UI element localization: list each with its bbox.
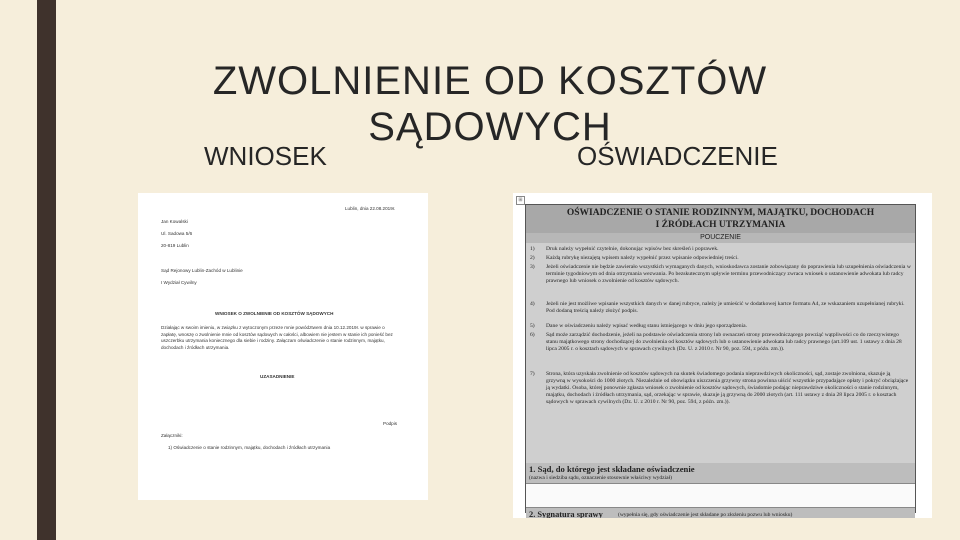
rule-text: Strona, która uzyskała zwolnienie od kosztów sądowych na skutek świadomego podania nieprawdziwych okoliczności, sąd, zostaje zwolniona, skazuje ją grzywną w wysokości do 1000 złotych. Niezależnie od obowiązku uiszczenia grzywny strona powinna uiścić wszystkie przypadające opłaty i pokryć obciążające ją wydatki. Osoba, której ponownie zgłasza wniosek o zwolnienie od kosztów sądowych, świadomie podając nieprawdziwe okoliczności o stanie rodzinnym, majątku, dochodach i źródłach utrzymania, sąd, orzekając w sprawie, skazuje ją grzywną do 2000 złotych (art. 111 ustawy z dnia 28 lipca 2005 r. o kosztach sądowych w sprawach cywilnych (Dz. U. z 2010 r. Nr 90, poz. 594, z późn. zm.)).: [546, 371, 909, 406]
left-accent-bar: [37, 0, 56, 540]
uzasadnienie-heading: UZASADNIENIE: [260, 374, 295, 379]
court-division: I Wydział Cywilny: [161, 280, 197, 285]
form-header-line2: I ŹRÓDŁACH UTRZYMANIA: [655, 220, 786, 230]
rule-text: Jeżeli oświadczenie nie będzie zawierało wszystkich wymaganych danych, wnioskodawca zostanie zobowiązany do poprawienia lub uzupełnienia oświadczenia w terminie tygodniowym od dnia otrzymania wezwania. Po bezskutecznym upływie terminu przewodniczący zwraca wniosek o ustanowienie adwokata lub radcy prawnego lub wniosek o zwolnienie od kosztów sądowych.: [546, 264, 911, 285]
label-oswiadczenie: OŚWIADCZENIE: [577, 141, 778, 171]
pouczenie-heading: POUCZENIE: [526, 233, 915, 243]
rule-text: Każdą rubrykę niezajętą wpisem należy wypełnić przez wpisanie odpowiedniej treści.: [546, 255, 739, 261]
section-court-title: 1. Sąd, do którego jest składane oświadczenie: [529, 464, 695, 474]
oswiadczenie-form: [525, 204, 916, 518]
wniosek-heading: WNIOSEK O ZWOLNIENIE OD KOSZTÓW SĄDOWYCH: [215, 311, 334, 316]
wniosek-document: [138, 193, 428, 500]
rule-number: 2): [530, 255, 535, 261]
rule-number: 3): [530, 264, 535, 270]
doc-date: Lublin, dnia 22.08.2019r.: [345, 206, 396, 211]
section-signature-title: 2. Sygnatura sprawy: [529, 510, 603, 518]
rule-number: 1): [530, 246, 535, 252]
form-header: [526, 205, 915, 233]
section-signature: [526, 507, 915, 518]
rule-number: 5): [530, 323, 535, 329]
rule-text: Sąd może zarządzić dochodzenie, jeżeli na podstawie oświadczenia strony lub ownaczeń strony przewodniczącego powziąć wątpliwości co do rzeczywistego stanu majątkowego strony dochodzącej do zwolnienia od kosztów sądowych lub o ustanowienie adwokata lub radcy prawnego (art.109 ust. 1 ustawy z dnia 28 lipca 2005 r. o kosztach sądowych w sprawach cywilnych (Dz. U. z 2010 r. Nr 90, poz. 594, z późn. zm.)).: [546, 332, 902, 353]
rule-text: Jeżeli nie jest możliwe wpisanie wszystkich danych w danej rubryce, należy je umieścić w dodatkowej kartce formatu A4, ze wskazaniem uzupełnianej rubryki. Pod dodaną treścią należy złożyć podpis.: [546, 301, 905, 315]
zalacznik-item: 1) Oświadczenie o stanie rodzinnym, majątku, dochodach i źródłach utrzymania: [168, 445, 331, 450]
wniosek-body: Działając w swoim imieniu, w związku z wytoczonym przeze mnie powództwem dnia 10.12.2019r. w sprawie o zapłatę, wnoszę o zwolnienie mnie od kosztów sądowych w całości, albowiem nie jestem w stanie ich ponieść bez uszczerbku utrzymania koniecznego dla siebie i rodziny. Załączam oświadczenie o stanie rodzinnym, majątku, dochodach i źródłach utrzymania.: [161, 325, 393, 350]
sender-city: 20-819 Lublin: [161, 243, 189, 248]
zalaczniki-label: Załączniki:: [161, 433, 183, 438]
section-court: [526, 463, 915, 483]
podpis: Podpis: [383, 421, 398, 426]
court-name: Sąd Rejonowy Lublin-Zachód w Lublinie: [161, 268, 243, 273]
slide-title: ZWOLNIENIE OD KOSZTÓW SĄDOWYCH: [212, 59, 768, 149]
image-placeholder-icon: ⊞: [516, 196, 525, 205]
rule-number: 6): [530, 332, 535, 338]
rule-text: Druk należy wypełnić czytelnie, dokonując wpisów bez skreśleń i poprawek.: [546, 246, 719, 252]
rule-number: 4): [530, 301, 535, 307]
sender-name: Jan Kowalski: [161, 219, 188, 224]
section-signature-hint: (wypełnia się, gdy oświadczenie jest składane po złożeniu pozwu lub wniosku): [618, 512, 793, 518]
section-court-hint: (nazwa i siedziba sądu, oznaczenie stosownie właściwy wydział): [529, 475, 672, 481]
form-header-line1: OŚWIADCZENIE O STANIE RODZINNYM, MAJĄTKU, DOCHODACH: [566, 208, 875, 218]
pouczenie-body: [526, 243, 915, 463]
label-wniosek: WNIOSEK: [204, 141, 327, 171]
rule-text: Dane w oświadczeniu należy wpisać według stanu istniejącego w dniu jego sporządzenia.: [546, 323, 747, 329]
section-court-field: [526, 483, 915, 508]
oswiadczenie-document: [513, 193, 932, 518]
rule-number: 7): [530, 371, 535, 377]
sender-street: Ul. Sadowa 5/6: [161, 231, 193, 236]
